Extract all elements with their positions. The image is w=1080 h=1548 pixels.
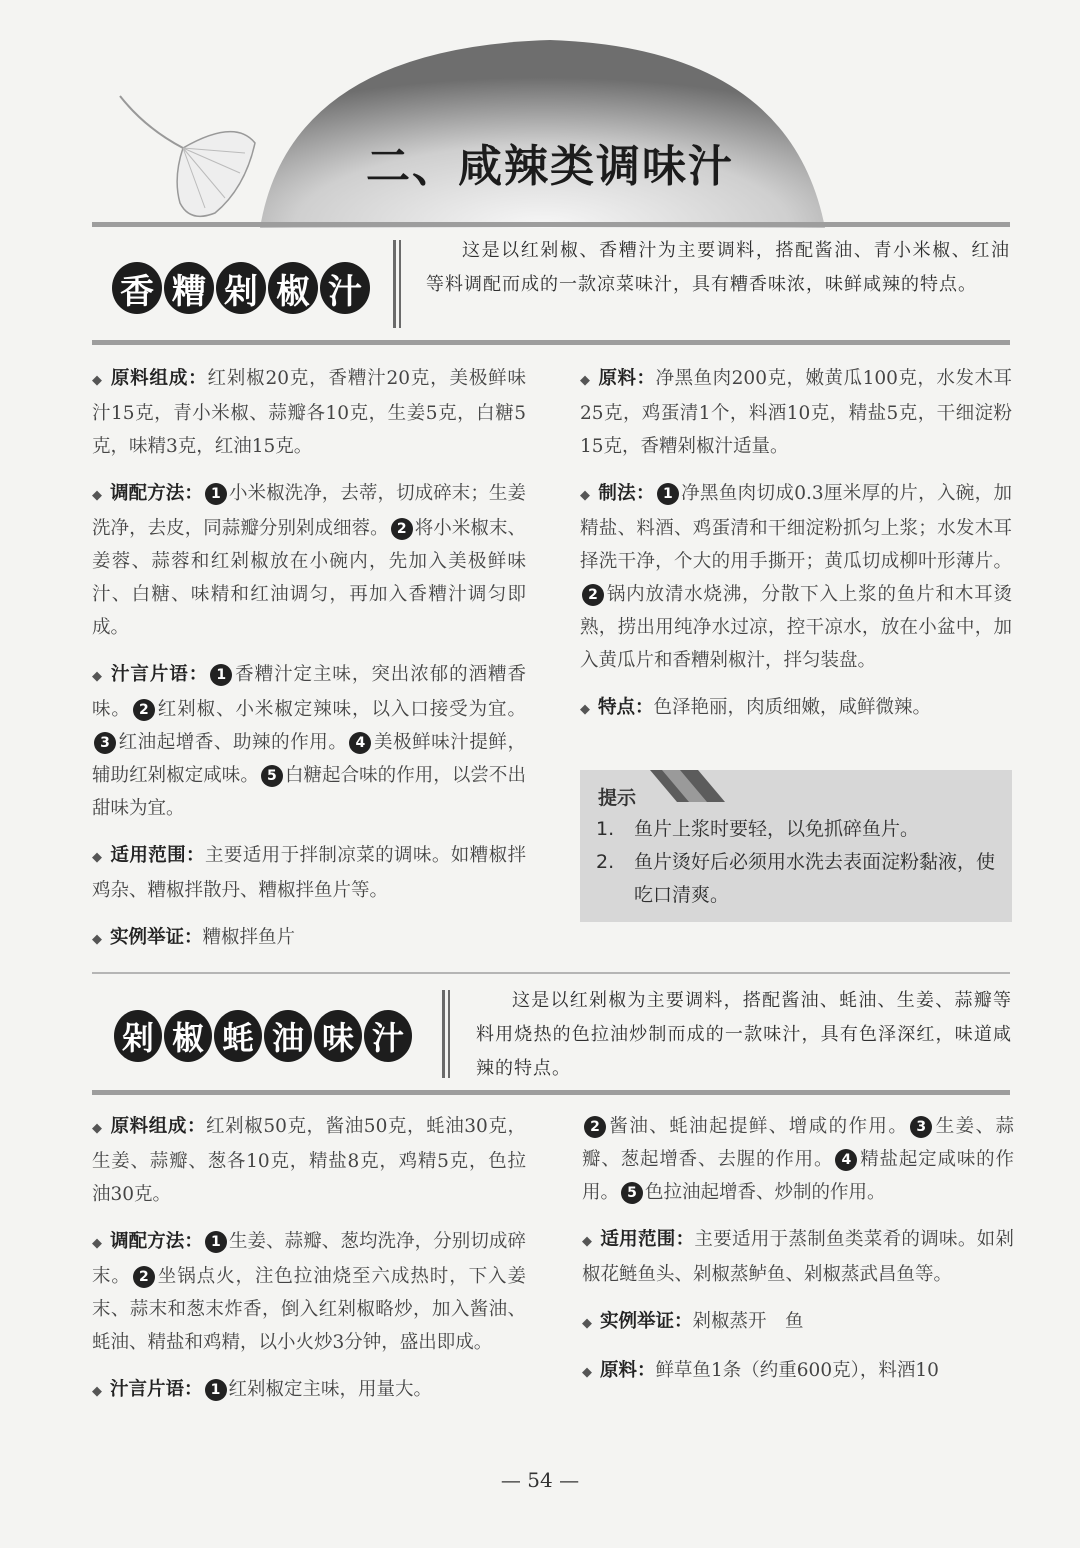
diamond-bullet-icon: ◆ — [582, 1234, 592, 1249]
diamond-bullet-icon: ◆ — [92, 373, 102, 388]
step-number-icon: 2 — [133, 699, 155, 721]
divider — [92, 972, 1010, 974]
recipe2-title — [114, 1010, 412, 1062]
recipe2-left-column: ◆ 原料组成：红剁椒50克，酱油50克，蚝油30克，生姜、蒜瓣、葱各10克，精盐8克，鸡精5克，色拉油30克。 ◆ 调配方法： 1 生姜、蒜瓣、葱均洗净，分别切成碎末。 2 坐锅点火，注色拉油烧至六成热时，下入姜末、蒜末和葱末炸香，倒入红剁椒略炒，加入酱油、蚝油、精盐和鸡精，以小火炒3分钟，盛出即成。 ◆ 汁言片语： 1 红剁椒定主味，用量大。 — [92, 1110, 526, 1422]
diamond-bullet-icon: ◆ — [582, 1365, 592, 1380]
recipe1-title — [112, 262, 370, 314]
title-char: 蚝 — [214, 1010, 262, 1062]
title-char: 糟 — [164, 262, 214, 314]
diamond-bullet-icon: ◆ — [92, 1121, 102, 1136]
step-number-icon: 1 — [657, 483, 679, 505]
tip-item: 1. 鱼片上浆时要轻，以免抓碎鱼片。 — [596, 818, 920, 840]
diamond-bullet-icon: ◆ — [580, 702, 590, 717]
step-number-icon: 2 — [582, 584, 604, 606]
diamond-bullet-icon: ◆ — [92, 932, 102, 947]
divider — [92, 222, 1010, 227]
title-char: 椒 — [164, 1010, 212, 1062]
step-number-icon: 4 — [349, 732, 371, 754]
step-number-icon: 2 — [133, 1266, 155, 1288]
title-char: 汁 — [320, 262, 370, 314]
step-number-icon: 1 — [205, 1379, 227, 1401]
recipe1-right-column: ◆ 原料：净黑鱼肉200克，嫩黄瓜100克，水发木耳25克，鸡蛋清1个，料酒10克，精盐5克，干细淀粉15克，香糟剁椒汁适量。 ◆ 制法： 1 净黑鱼肉切成0.3厘米厚的片，入碗，加精盐、料酒、鸡蛋清和干细淀粉抓匀上浆；水发木耳择洗干净，个大的用手撕开；黄瓜切成柳叶形薄片。2 锅内放清水烧沸，分散下入上浆的鱼片和木耳烫熟，捞出用纯净水过凉，控干凉水，放在小盆中，加入黄瓜片和香糟剁椒汁，拌匀装盘。 ◆ 特点：色泽艳丽，肉质细嫩，咸鲜微辣。 — [580, 362, 1012, 740]
tip-list — [596, 813, 1006, 912]
title-char: 椒 — [268, 262, 318, 314]
diamond-bullet-icon: ◆ — [92, 850, 102, 865]
step-number-icon: 1 — [205, 1231, 227, 1253]
tip-stripe-decoration — [650, 770, 725, 802]
divider — [442, 990, 445, 1078]
page-number: — 54 — — [500, 1468, 580, 1492]
title-char: 香 — [112, 262, 162, 314]
ginkgo-leaf-icon — [105, 88, 265, 228]
diamond-bullet-icon: ◆ — [92, 669, 102, 684]
recipe1-left-column: ◆ 原料组成：红剁椒20克，香糟汁20克，美极鲜味汁15克，青小米椒、蒜瓣各10克，生姜5克，白糖5克，味精3克，红油15克。 ◆ 调配方法： 1 小米椒洗净，去蒂，切成碎末；生姜洗净，去皮，同蒜瓣分别剁成细蓉。 2 将小米椒末、姜蓉、蒜蓉和红剁椒放在小碗内，先加入美极鲜味汁、白糖、味精和红油调匀，再加入香糟汁调匀即成。 ◆ 汁言片语： 1 香糟汁定主味，突出浓郁的酒糟香味。 2 红剁椒、小米椒定辣味，以入口接受为宜。3 红油起增香、助辣的作用。 4 美极鲜味汁提鲜，辅助红剁椒定咸味。 5 白糖起合味的作用，以尝不出甜味为宜。 ◆ 适用范围：主要适用于拌制凉菜的调味。如糟椒拌鸡杂、糟椒拌散丹、糟椒拌鱼片等。 ◆ 实例举证：糟椒拌鱼片 — [92, 362, 526, 970]
recipe2-right-column: 2 酱油、蚝油起提鲜、增咸的作用。 3 生姜、蒜瓣、葱起增香、去腥的作用。 4 精盐起定咸味的作用。 5 色拉油起增香、炒制的作用。 ◆ 适用范围：主要适用于蒸制鱼类菜肴的调味。如剁椒花鲢鱼头、剁椒蒸鲈鱼、剁椒蒸武昌鱼等。 ◆ 实例举证：剁椒蒸开 鱼 ◆ 原料：鲜草鱼1条（约重600克），料酒10 — [582, 1110, 1014, 1403]
step-number-icon: 5 — [261, 765, 283, 787]
step-number-icon: 2 — [584, 1116, 606, 1138]
divider — [92, 340, 1010, 345]
divider — [448, 990, 450, 1078]
step-number-icon: 4 — [835, 1149, 857, 1171]
title-char: 剁 — [216, 262, 266, 314]
diamond-bullet-icon: ◆ — [92, 1236, 102, 1251]
divider — [92, 1090, 1010, 1095]
diamond-bullet-icon: ◆ — [92, 1384, 102, 1399]
chapter-title: 二、咸辣类调味汁 — [366, 141, 734, 192]
title-char: 味 — [314, 1010, 362, 1062]
divider — [399, 240, 401, 328]
tip-item: 2. 鱼片烫好后必须用水洗去表面淀粉黏液，使吃口清爽。 — [596, 851, 996, 906]
diamond-bullet-icon: ◆ — [582, 1316, 592, 1331]
title-char: 油 — [264, 1010, 312, 1062]
step-number-icon: 3 — [910, 1116, 932, 1138]
step-number-icon: 1 — [205, 483, 227, 505]
diamond-bullet-icon: ◆ — [92, 488, 102, 503]
step-number-icon: 1 — [210, 664, 232, 686]
title-char: 汁 — [364, 1010, 412, 1062]
tip-title: 提示 — [598, 787, 637, 809]
title-char: 剁 — [114, 1010, 162, 1062]
step-number-icon: 3 — [94, 732, 116, 754]
step-number-icon: 2 — [391, 518, 413, 540]
diamond-bullet-icon: ◆ — [580, 488, 590, 503]
divider — [393, 240, 396, 328]
diamond-bullet-icon: ◆ — [580, 373, 590, 388]
step-number-icon: 5 — [621, 1182, 643, 1204]
recipe1-intro: 这是以红剁椒、香糟汁为主要调料，搭配酱油、青小米椒、红油等料调配而成的一款凉菜味汁，具有糟香味浓，味鲜咸辣的特点。 — [426, 240, 1010, 295]
recipe2-intro: 这是以红剁椒为主要调料，搭配酱油、蚝油、生姜、蒜瓣等料用烧热的色拉油炒制而成的一款味汁，具有色泽深红，味道咸辣的特点。 — [476, 990, 1012, 1079]
